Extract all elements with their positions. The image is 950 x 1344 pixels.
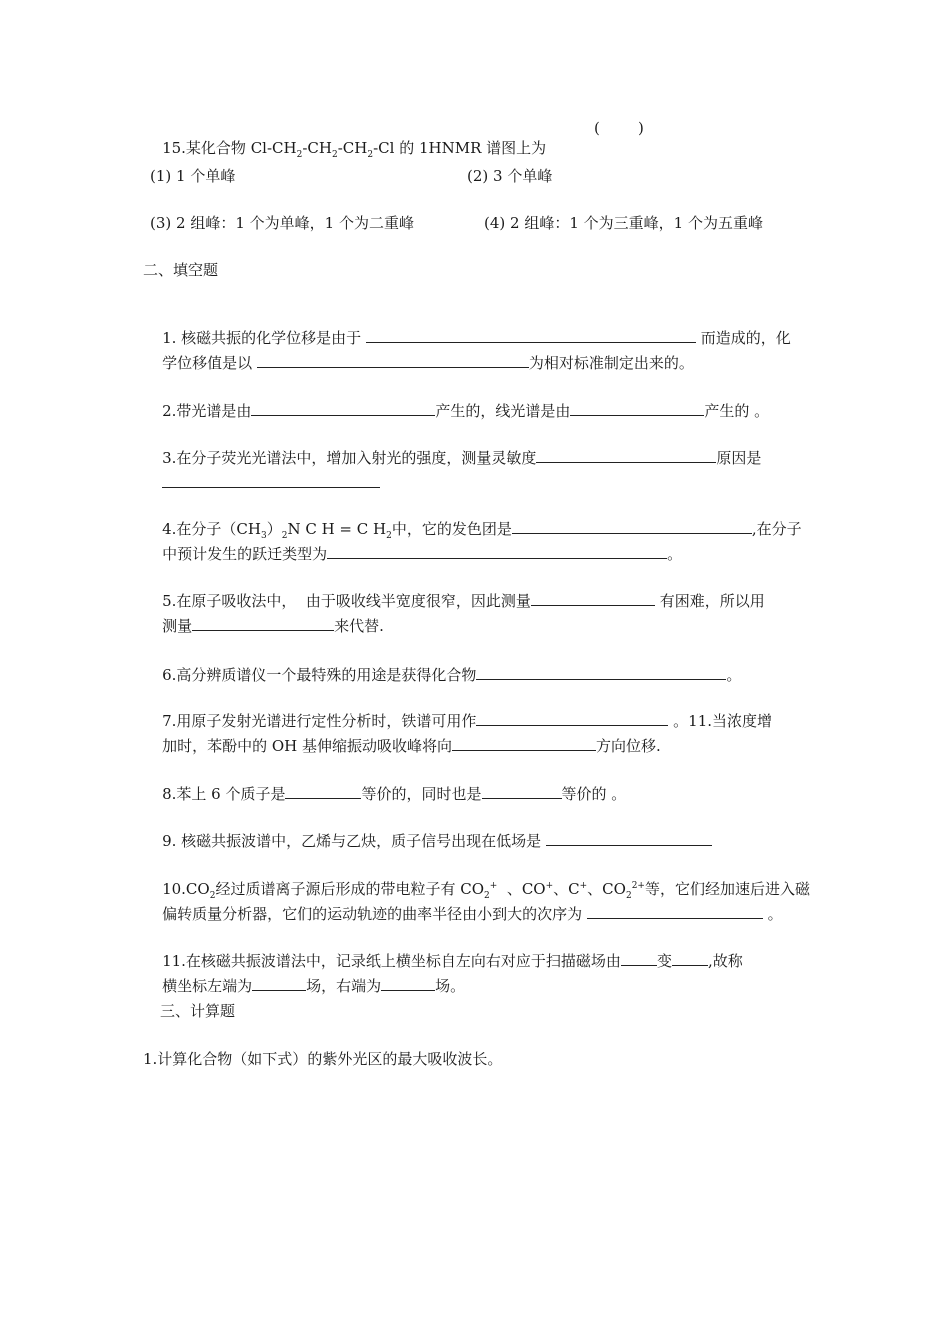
text: 、C — [553, 880, 580, 898]
text: 。 — [762, 905, 783, 923]
answer-blank[interactable] — [381, 976, 435, 991]
text: 横坐标左端为 — [162, 977, 253, 995]
answer-blank[interactable] — [192, 616, 334, 631]
text: 等价的 。 — [561, 785, 627, 803]
text: 中，它的发色团是 — [391, 520, 512, 538]
section-heading-fill-in: 二、填空题 — [143, 263, 219, 279]
text: 4.在分子（CH — [162, 520, 261, 538]
text: 为相对标准制定出来的。 — [528, 354, 694, 372]
text: 、CO — [587, 880, 626, 898]
text: 而造成的，化 — [695, 329, 791, 347]
text: -Cl — [373, 139, 395, 157]
text: 2.带光谱是由 — [162, 402, 252, 420]
text: 、CO — [497, 880, 546, 898]
text: 方向位移. — [596, 737, 661, 755]
text: 中预计发生的跃迁类型为 — [162, 545, 328, 563]
text: 11.在核磁共振波谱法中，记录纸上横坐标自左向右对应于扫描磁场由 — [162, 952, 621, 970]
answer-blank[interactable] — [257, 353, 529, 368]
answer-blank[interactable] — [536, 448, 716, 463]
q15-option-1: (1) 1 个单峰 — [150, 167, 236, 185]
text: 加时，苯酚中的 OH 基伸缩振动吸收峰将向 — [162, 737, 452, 755]
answer-blank[interactable] — [452, 736, 596, 751]
text: 7.用原子发射光谱进行定性分析时，铁谱可用作 — [162, 712, 477, 730]
answer-blank[interactable] — [587, 904, 763, 919]
text: 5.在原子吸收法中， 由于吸收线半宽度很窄，因此测量 — [162, 592, 531, 610]
answer-blank[interactable] — [162, 473, 380, 488]
text: 9. 核磁共振波谱中，乙烯与乙炔，质子信号出现在低场是 — [162, 832, 546, 850]
answer-blank[interactable] — [531, 591, 655, 606]
text: 10.CO — [162, 880, 210, 898]
superscript: + — [489, 881, 498, 891]
text: 等，它们经加速后进入磁 — [644, 880, 810, 898]
subscript: 2 — [331, 150, 338, 160]
subscript: 2 — [367, 150, 374, 160]
subscript: 3 — [260, 531, 267, 541]
text: 的 1HNMR 谱图上为 — [394, 139, 547, 157]
q15-option-4: (4) 2 组峰：1 个为三重峰，1 个为五重峰 — [484, 214, 763, 232]
text: 。 — [726, 666, 742, 684]
answer-blank[interactable] — [672, 951, 708, 966]
text: 来代替. — [334, 617, 384, 635]
text: 6.高分辨质谱仪一个最特殊的用途是获得化合物 — [162, 666, 477, 684]
text: 学位移值是以 — [162, 354, 257, 372]
answer-blank[interactable] — [546, 831, 712, 846]
text: - — [337, 139, 343, 157]
subscript: 2 — [625, 891, 632, 901]
q15-option-2: (2) 3 个单峰 — [467, 167, 553, 185]
text: 测量 — [162, 617, 193, 635]
superscript: + — [545, 881, 554, 891]
answer-blank[interactable] — [285, 784, 361, 799]
text: 产生的，线光谱是由 — [435, 402, 571, 420]
answer-blank[interactable] — [482, 784, 562, 799]
superscript: + — [579, 881, 588, 891]
fill-question-4: 4.在分子$(CH_3)_2N$ C H = C $H_2$中，它的发色团是 ,在分子 — [162, 520, 802, 541]
text: 变 — [656, 952, 672, 970]
superscript: 2+ — [631, 881, 645, 891]
text: 。11.当浓度增 — [668, 712, 773, 730]
q15-stem: 15.某化合物 Cl-CH — [162, 139, 297, 157]
text: 场，右端为 — [306, 977, 382, 995]
answer-blank[interactable] — [621, 951, 657, 966]
subscript: 2 — [296, 150, 303, 160]
text: 原因是 — [716, 449, 762, 467]
text: 经过质谱离子源后形成的带电粒子有 CO — [215, 880, 484, 898]
text: 偏转质量分析器，它们的运动轨迹的曲率半径由小到大的次序为 — [162, 905, 587, 923]
text: 场。 — [435, 977, 466, 995]
text: 8.苯上 6 个质子是 — [162, 785, 286, 803]
text: 有困难，所以用 — [654, 592, 765, 610]
text: 3.在分子荧光光谱法中，增加入射光的强度，测量灵敏度 — [162, 449, 537, 467]
text: N C H = C H — [287, 520, 387, 538]
answer-blank[interactable] — [327, 544, 667, 559]
q15-answer-paren: ( ) — [594, 119, 644, 137]
subscript: 2 — [281, 531, 288, 541]
question-15: 15.某化合物 $Cl-CH_2-CH_2-CH_2-Cl$ 的 1HNMR 谱图上为 — [162, 139, 547, 160]
text: 。 — [667, 545, 683, 563]
text: 1. 核磁共振的化学位移是由于 — [162, 329, 366, 347]
subscript: 2 — [484, 891, 490, 901]
calc-question-1: 1.计算化合物（如下式）的紫外光区的最大吸收波长。 — [143, 1050, 503, 1068]
section-heading-calculation: 三、计算题 — [160, 1004, 236, 1020]
text: - — [302, 139, 308, 157]
text: 等价的，同时也是 — [361, 785, 482, 803]
answer-blank[interactable] — [476, 665, 726, 680]
text: 产生的 。 — [704, 402, 770, 420]
answer-blank[interactable] — [252, 976, 306, 991]
answer-blank[interactable] — [570, 401, 704, 416]
answer-blank[interactable] — [251, 401, 435, 416]
text: ,在分子 — [751, 520, 802, 538]
subscript: 2 — [209, 891, 216, 901]
q15-option-3: (3) 2 组峰：1 个为单峰，1 个为二重峰 — [150, 214, 414, 232]
text: ,故称 — [707, 952, 743, 970]
subscript: 2 — [386, 531, 392, 541]
